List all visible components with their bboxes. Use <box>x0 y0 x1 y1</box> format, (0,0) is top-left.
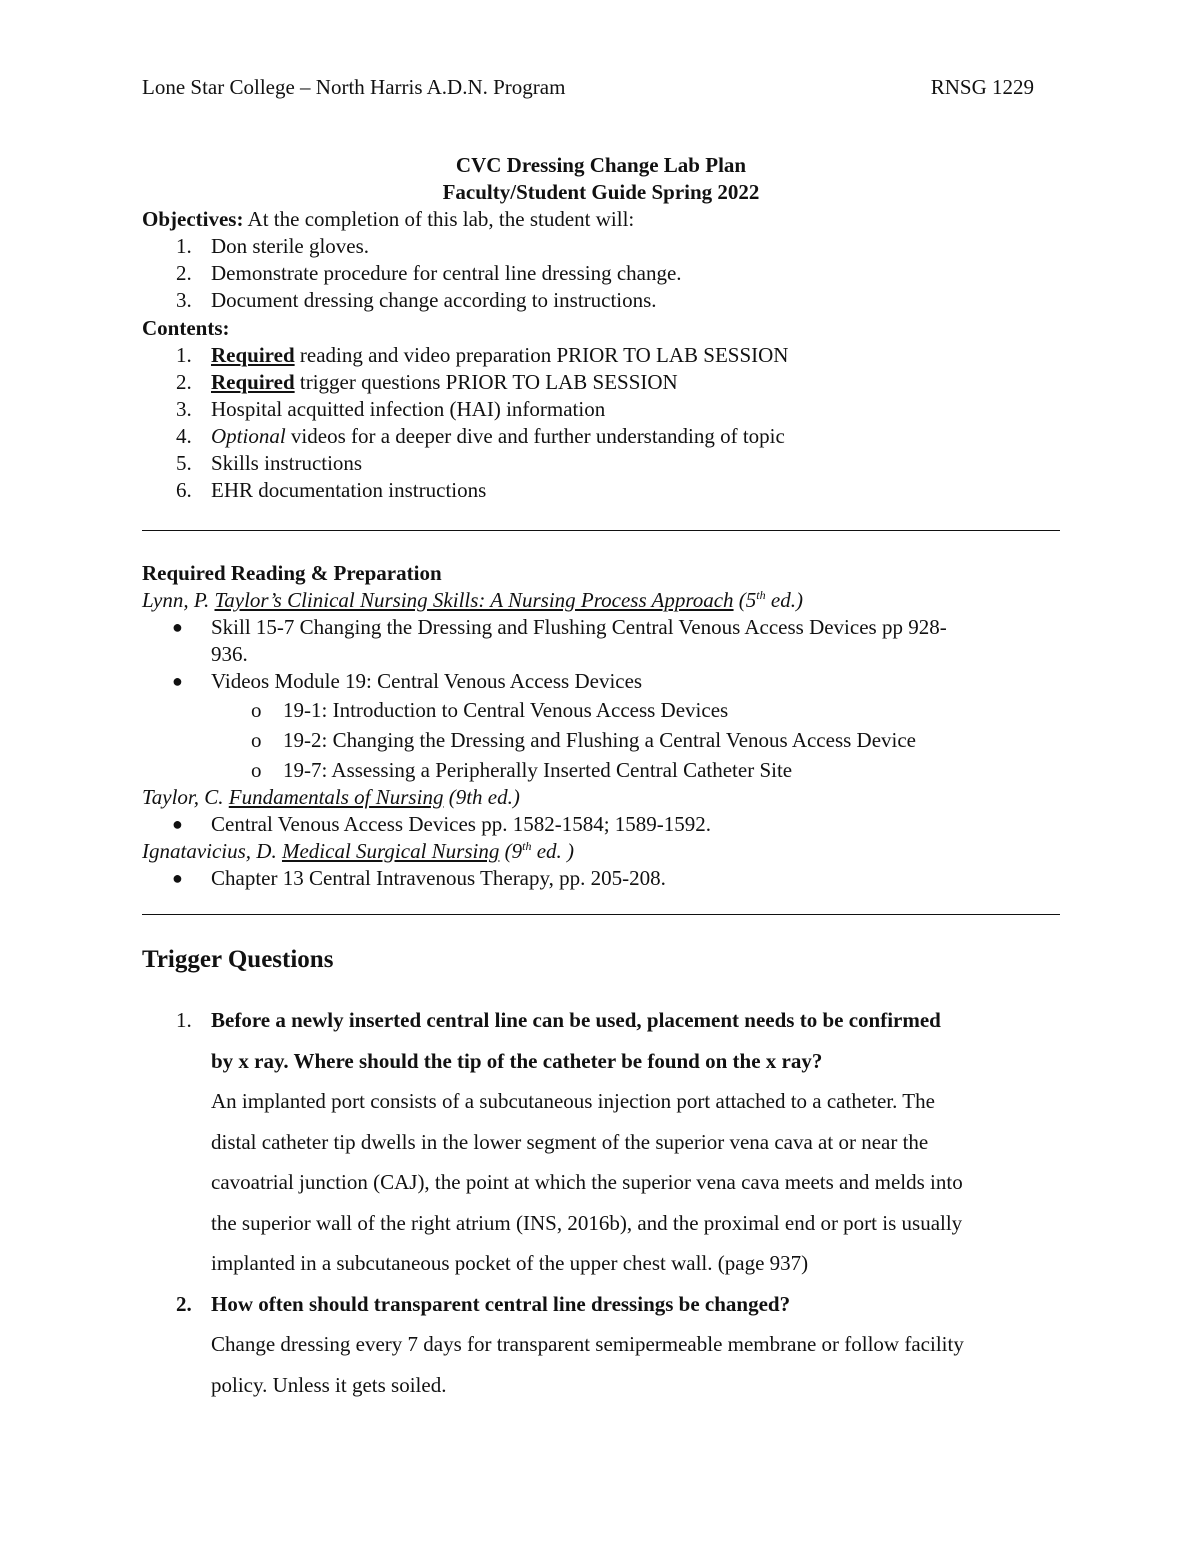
answer-text: cavoatrial junction (CAJ), the point at which the superior vena cava meets and melds into <box>211 1170 963 1194</box>
document-subtitle: Faculty/Student Guide Spring 2022 <box>442 180 760 204</box>
contents-text: trigger questions PRIOR TO LAB SESSION <box>294 370 678 394</box>
trigger-questions <box>142 1000 1060 1405</box>
list-item: o 19-2: Changing the Dressing and Flushing a Central Venous Access Device <box>251 728 917 752</box>
list-item: 6. EHR documentation instructions <box>176 478 487 502</box>
question-text: Before a newly inserted central line can be used, placement needs to be confirmed <box>211 1008 941 1032</box>
title-block <box>142 152 1060 206</box>
bullet-icon: ● <box>172 671 183 691</box>
document-title: CVC Dressing Change Lab Plan <box>455 153 747 177</box>
reference-taylor: Taylor, C. Fundamentals of Nursing (9th ed.) <box>142 785 520 809</box>
trigger-heading: Trigger Questions <box>142 946 334 973</box>
list-item: o 19-1: Introduction to Central Venous Access Devices <box>251 698 729 722</box>
sub-bullet-icon: o <box>251 698 262 722</box>
contents-text: Hospital acquitted infection (HAI) information <box>211 397 606 421</box>
trigger-heading-block <box>142 946 1060 973</box>
objectives-section <box>142 206 1060 314</box>
objectives-intro-text: At the completion of this lab, the student will: <box>243 207 635 231</box>
list-item: ● Chapter 13 Central Intravenous Therapy, pp. 205-208. <box>172 866 666 890</box>
contents-text: Skills instructions <box>211 451 363 475</box>
reference-ignatavicius: Ignatavicius, D. Medical Surgical Nursing (9th ed. ) <box>142 839 575 863</box>
list-item: 4. Optional videos for a deeper dive and further understanding of topic <box>176 424 785 448</box>
contents-label: Contents: <box>142 316 230 340</box>
contents-section <box>142 315 1060 504</box>
optional-label: Optional <box>211 424 286 448</box>
section-divider <box>142 530 1060 531</box>
list-item: 5. Skills instructions <box>176 451 363 475</box>
section-divider <box>142 914 1060 915</box>
list-item: 2. Demonstrate procedure for central line dressing change. <box>176 261 682 285</box>
required-label: Required <box>211 370 295 394</box>
list-item: ● Skill 15-7 Changing the Dressing and Flushing Central Venous Access Devices pp 928- <box>172 615 947 639</box>
list-item: 2. Required trigger questions PRIOR TO LAB SESSION <box>176 370 678 394</box>
objectives-intro <box>142 206 1060 233</box>
question-text: How often should transparent central line dressings be changed? <box>211 1291 791 1316</box>
objectives-label: Objectives: <box>142 207 244 231</box>
reading-heading: Required Reading & Preparation <box>142 561 442 585</box>
book-title: Fundamentals of Nursing <box>228 785 444 809</box>
list-item: ● Videos Module 19: Central Venous Access Devices <box>172 669 643 693</box>
book-title: Taylor’s Clinical Nursing Skills: A Nursing Process Approach <box>214 588 734 612</box>
objective-text: Demonstrate procedure for central line dressing change. <box>211 261 682 285</box>
required-label: Required <box>211 343 295 367</box>
header-course: RNSG 1229 <box>930 75 1034 99</box>
answer-text: An implanted port consists of a subcutaneous injection port attached to a catheter. The <box>211 1089 935 1113</box>
contents-text: reading and video preparation PRIOR TO LAB SESSION <box>294 343 789 367</box>
reference-lynn: Lynn, P. Taylor’s Clinical Nursing Skills: A Nursing Process Approach (5th ed.) <box>142 588 803 612</box>
list-item: o 19-7: Assessing a Peripherally Inserted Central Catheter Site <box>251 758 793 782</box>
sub-bullet-icon: o <box>251 758 262 782</box>
objective-text: Don sterile gloves. <box>211 234 370 258</box>
answer-text: implanted in a subcutaneous pocket of the upper chest wall. (page 937) <box>211 1251 809 1275</box>
contents-text: EHR documentation instructions <box>211 478 487 502</box>
bullet-icon: ● <box>172 814 183 834</box>
list-item: 3. Hospital acquitted infection (HAI) information <box>176 397 606 421</box>
book-title: Medical Surgical Nursing <box>281 839 500 863</box>
list-item: 1. Required reading and video preparation PRIOR TO LAB SESSION <box>176 343 789 367</box>
question-item: 1. Before a newly inserted central line can be used, placement needs to be confirmed by x ray. Where should the tip of the catheter be found on the x ray? An implanted port consists of a subcutaneous injection port attached to a catheter. The distal catheter tip dwells in the lower segment of the superior vena cava at or near the cavoatrial junction (CAJ), the point at which the superior vena cava meets and melds into the superior wall of the right atrium (INS, 2016b), and the proximal end or port is usually implanted in a subcutaneous pocket of the upper chest wall. (page 937) <box>142 1000 1060 1284</box>
sub-bullet-icon: o <box>251 728 262 752</box>
bullet-icon: ● <box>172 617 183 637</box>
objective-text: Document dressing change according to instructions. <box>211 288 657 312</box>
list-item: ● Central Venous Access Devices pp. 1582-1584; 1589-1592. <box>172 812 712 836</box>
contents-text: videos for a deeper dive and further understanding of topic <box>285 424 785 448</box>
header-program: Lone Star College – North Harris A.D.N. Program <box>142 75 566 99</box>
question-item: 2. How often should transparent central line dressings be changed? Change dressing every 7 days for transparent semipermeable membrane or follow facility policy. Unless it gets soiled. <box>142 1284 1060 1406</box>
list-item: 3. Document dressing change according to instructions. <box>176 288 657 312</box>
list-item: 936. <box>211 642 248 666</box>
page-header <box>142 74 1034 101</box>
reading-section <box>142 560 1060 892</box>
answer-text: distal catheter tip dwells in the lower segment of the superior vena cava at or near the <box>211 1129 929 1154</box>
list-item: 1. Don sterile gloves. <box>176 234 370 258</box>
question-text: by x ray. Where should the tip of the catheter be found on the x ray? <box>211 1048 823 1073</box>
answer-text: policy. Unless it gets soiled. <box>211 1372 447 1397</box>
answer-text: the superior wall of the right atrium (INS, 2016b), and the proximal end or port is usually <box>211 1210 963 1235</box>
answer-text: Change dressing every 7 days for transparent semipermeable membrane or follow facility <box>211 1332 964 1356</box>
bullet-icon: ● <box>172 868 183 888</box>
